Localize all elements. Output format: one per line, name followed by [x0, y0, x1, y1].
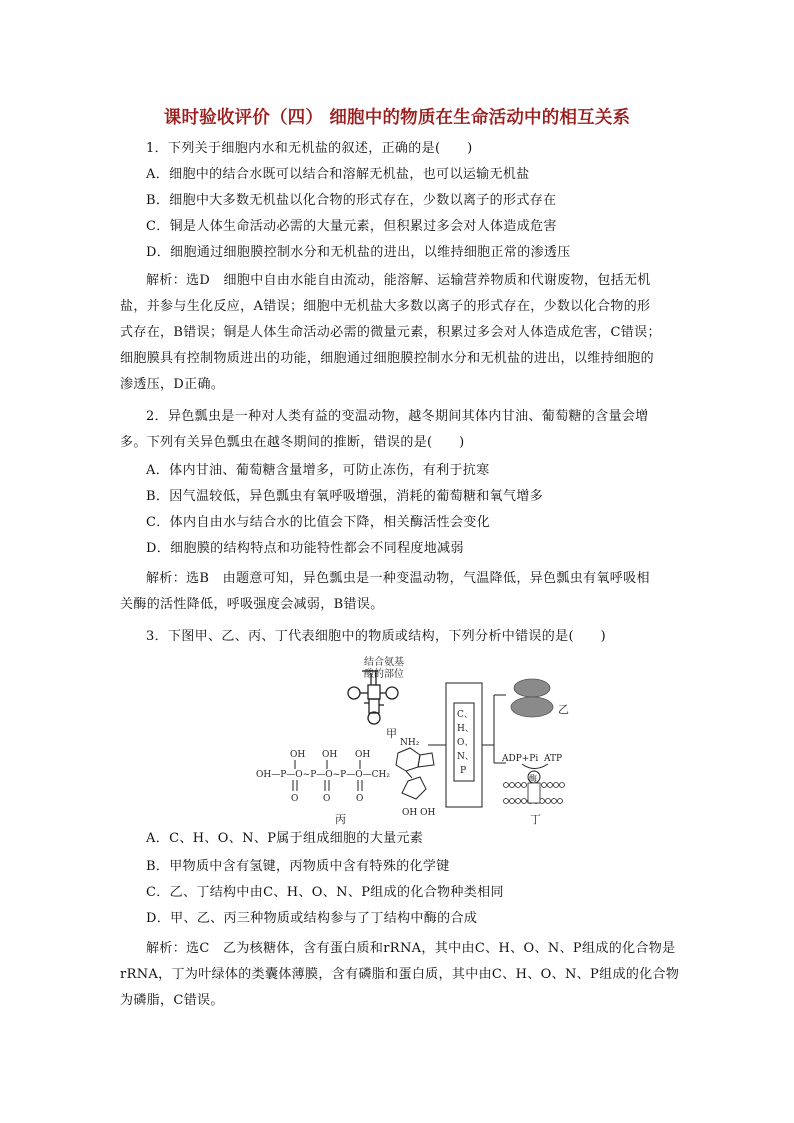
q3-option-c: C．乙、丁结构中由C、H、O、N、P组成的化合物种类相同: [146, 885, 504, 900]
atp-oh-label: OH: [355, 750, 371, 760]
q2-option-d: D．细胞膜的结构特点和功能特性都会不同程度地减弱: [146, 541, 464, 556]
element-label: C、: [457, 710, 473, 720]
q1-option-c: C．铜是人体生命活动必需的大量元素，但积累过多会对人体造成危害: [146, 219, 557, 234]
membrane-protein: [528, 783, 540, 803]
q1-explanation-line: 解析：选D 细胞中自由水能自由流动，能溶解、运输营养物质和代谢废物，包括无机: [146, 273, 651, 288]
atp-label: ATP: [544, 754, 563, 764]
svg-text:O: O: [323, 794, 331, 804]
nh2-label: NH₂: [400, 738, 420, 748]
q1-explanation-line: 盐，并参与生化反应，A错误；细胞中无机盐大多数以离子的形式存在，少数以化合物的形: [120, 299, 651, 314]
q2-option-a: A．体内甘油、葡萄糖含量增多，可防止冻伤，有利于抗寒: [146, 463, 490, 478]
q2-explanation-line: 关酶的活性降低，呼吸强度会减弱，B错误。: [120, 597, 384, 612]
q1-explanation-line: 渗透压，D正确。: [120, 377, 225, 392]
svg-text:O: O: [356, 794, 364, 804]
ribosome-large-subunit: [511, 697, 553, 717]
element-label: O、: [457, 738, 474, 748]
label-bing: 丙: [335, 813, 346, 825]
reaction-arrow: [522, 764, 548, 769]
label-yi: 乙: [558, 703, 569, 716]
q3-figure: [250, 655, 580, 825]
enzyme-label: 酶: [529, 774, 537, 783]
q1-explanation-line: 细胞膜具有控制物质进出的功能，细胞通过细胞膜控制水分和无机盐的进出，以维持细胞的: [120, 351, 655, 366]
page-title: 课时验收评价（四） 细胞中的物质在生命活动中的相互关系: [163, 108, 631, 128]
q1-option-b: B．细胞中大多数无机盐以化合物的形式存在，少数以离子的形式存在: [146, 193, 557, 208]
q2-option-c: C．体内自由水与结合水的比值会下降，相关酶活性会变化: [146, 515, 491, 530]
q3-explanation-line: 为磷脂，C错误。: [120, 993, 224, 1008]
label-ding: 丁: [530, 813, 541, 825]
svg-text:O: O: [291, 794, 299, 804]
q3-explanation-line: rRNA，丁为叶绿体的类囊体薄膜，含有磷脂和蛋白质，其中由C、H、O、N、P组成的化合物: [120, 967, 680, 982]
q1-option-a: A．细胞中的结合水既可以结合和溶解无机盐，也可以运输无机盐: [146, 167, 530, 182]
q3-option-a: A．C、H、O、N、P属于组成细胞的大量元素: [146, 831, 424, 846]
q2-explanation-line: 解析：选B 由题意可知，异色瓢虫是一种变温动物，气温降低，异色瓢虫有氧呼吸相: [146, 571, 650, 586]
trna-binding-site-label: 结合氨基: [364, 657, 404, 668]
q2-stem: 2．异色瓢虫是一种对人类有益的变温动物，越冬期间其体内甘油、葡萄糖的含量会增: [146, 409, 649, 424]
ribose-oh-label: OH OH: [402, 808, 436, 818]
q1-option-d: D．细胞通过细胞膜控制水分和无机盐的进出，以维持细胞正常的渗透压: [146, 245, 571, 260]
ribosome-small-subunit: [514, 679, 550, 697]
adenine-ring: [396, 748, 434, 799]
adp-pi-label: ADP+Pi: [502, 754, 539, 764]
svg-text:OH—P—O~P—O~P—O—CH₂: OH—P—O~P—O~P—O—CH₂: [256, 770, 390, 780]
atp-phosphate-chain: [256, 770, 390, 780]
atp-oh-label: OH: [290, 750, 306, 760]
element-label: P: [460, 766, 467, 776]
q3-option-b: B．甲物质中含有氢键，丙物质中含有特殊的化学键: [146, 859, 450, 874]
atp-oh-label: OH: [322, 750, 338, 760]
element-label: N、: [457, 752, 474, 762]
element-label: H、: [457, 724, 474, 734]
label-jia: 甲: [386, 727, 397, 740]
trna-binding-site-label: 酸的部位: [364, 669, 404, 680]
q2-option-b: B．因气温较低，异色瓢虫有氧呼吸增强，消耗的葡萄糖和氧气增多: [146, 489, 544, 504]
q3-explanation-line: 解析：选C 乙为核糖体，含有蛋白质和rRNA，其中由C、H、O、N、P组成的化合物是: [146, 941, 676, 956]
q3-stem: 3．下图甲、乙、丙、丁代表细胞中的物质或结构，下列分析中错误的是( ): [146, 629, 607, 644]
q2-stem: 多。下列有关异色瓢虫在越冬期间的推断，错误的是( ): [120, 435, 465, 450]
q1-explanation-line: 式存在，B错误；铜是人体生命活动必需的微量元素，积累过多会对人体造成危害，C错误；: [120, 325, 661, 340]
q1-stem: 1．下列关于细胞内水和无机盐的叙述，正确的是( ): [146, 141, 473, 156]
q3-option-d: D．甲、乙、丙三种物质或结构参与了丁结构中酶的合成: [146, 911, 478, 926]
